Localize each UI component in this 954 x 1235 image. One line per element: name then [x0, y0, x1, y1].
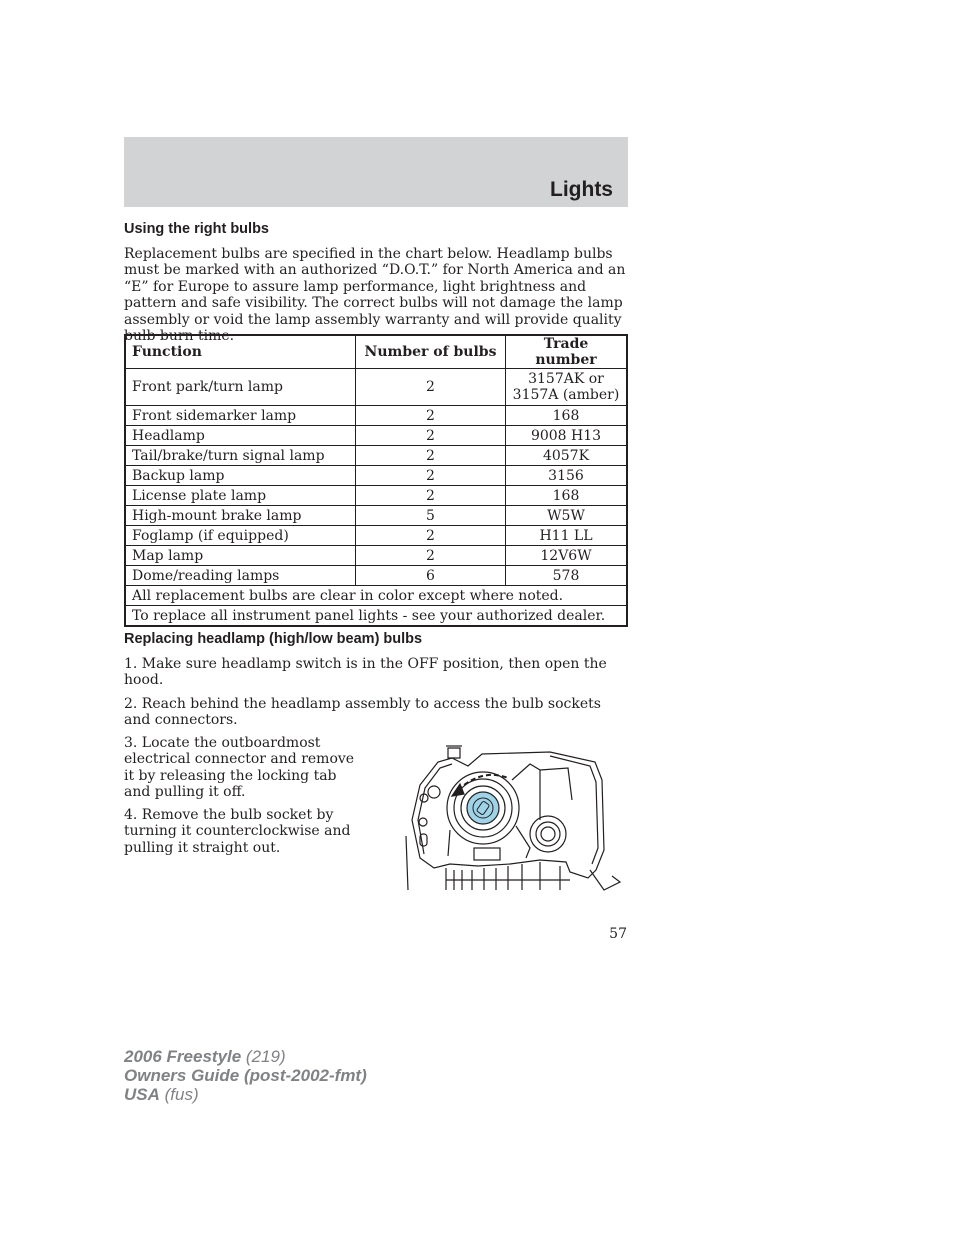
- cell-trade-line1: 3157AK or: [528, 371, 604, 387]
- table-row: [125, 466, 627, 486]
- cell-count: 6: [356, 566, 506, 586]
- cell-trade: H11 LL: [506, 526, 628, 546]
- table-header-row: [125, 335, 627, 369]
- intro-paragraph: Replacement bulbs are specified in the chart below. Headlamp bulbs must be marked with an authorized “D.O.T.” for North America and an “E” for Europe to assure lamp performance, light brightness and pattern and safe visibility. The correct bulbs will not damage the lamp assembly or void the lamp assembly warranty and will provide quality bulb burn time.: [124, 246, 626, 345]
- cell-trade: 9008 H13: [506, 426, 628, 446]
- table-row: [125, 486, 627, 506]
- table-row: [125, 506, 627, 526]
- cell-trade: 168: [506, 406, 628, 426]
- cell-trade: [506, 369, 628, 406]
- cell-function: Dome/reading lamps: [125, 566, 356, 586]
- footer-model-code: (219): [241, 1047, 286, 1066]
- footer-region-code: (fus): [159, 1085, 199, 1104]
- table-row: [125, 446, 627, 466]
- cell-function: Backup lamp: [125, 466, 356, 486]
- cell-function: High-mount brake lamp: [125, 506, 356, 526]
- footer-line-3: [124, 1085, 367, 1104]
- column-header-trade: Trade number: [506, 335, 628, 369]
- cell-trade: 4057K: [506, 446, 628, 466]
- page-title: Lights: [550, 178, 613, 201]
- cell-count: 2: [356, 446, 506, 466]
- footer-line-1: [124, 1047, 367, 1066]
- headlamp-assembly-illustration: [390, 740, 626, 896]
- footer: [124, 1047, 367, 1104]
- header-band: [124, 137, 628, 207]
- table-note: To replace all instrument panel lights - see your authorized dealer.: [125, 606, 627, 627]
- table-row: [125, 546, 627, 566]
- step-4: 4. Remove the bulb socket by turning it counterclockwise and pulling it straight out.: [124, 807, 351, 856]
- table-row: [125, 566, 627, 586]
- footer-model: 2006 Freestyle: [124, 1047, 242, 1066]
- table-row: [125, 426, 627, 446]
- cell-trade: W5W: [506, 506, 628, 526]
- section-heading-headlamp: Replacing headlamp (high/low beam) bulbs: [124, 631, 423, 647]
- page-number: 57: [609, 926, 627, 942]
- table-note-row: [125, 606, 627, 627]
- cell-trade: 168: [506, 486, 628, 506]
- bulb-table: [124, 334, 628, 627]
- cell-trade-line2: 3157A (amber): [512, 387, 620, 403]
- footer-guide: Owners Guide (post-2002-fmt): [124, 1066, 367, 1085]
- cell-count: 2: [356, 406, 506, 426]
- column-header-function: Function: [125, 335, 356, 369]
- cell-count: 2: [356, 466, 506, 486]
- footer-region: USA: [124, 1085, 160, 1104]
- cell-function: Front park/turn lamp: [125, 369, 356, 406]
- cell-count: 2: [356, 546, 506, 566]
- table-note: All replacement bulbs are clear in color except where noted.: [125, 586, 627, 606]
- section-heading-right-bulbs: Using the right bulbs: [124, 221, 269, 237]
- step-1: 1. Make sure headlamp switch is in the OFF position, then open the hood.: [124, 656, 607, 689]
- cell-trade: 3156: [506, 466, 628, 486]
- footer-line-2: [124, 1066, 367, 1085]
- cell-function: Foglamp (if equipped): [125, 526, 356, 546]
- cell-count: 2: [356, 526, 506, 546]
- step-2: 2. Reach behind the headlamp assembly to access the bulb sockets and connectors.: [124, 696, 601, 729]
- cell-count: 2: [356, 369, 506, 406]
- table-row: [125, 406, 627, 426]
- step-3: 3. Locate the outboardmost electrical connector and remove it by releasing the locking tab and pulling it off.: [124, 735, 355, 801]
- cell-count: 2: [356, 486, 506, 506]
- cell-trade: 578: [506, 566, 628, 586]
- table-note-row: [125, 586, 627, 606]
- cell-trade: 12V6W: [506, 546, 628, 566]
- cell-function: Front sidemarker lamp: [125, 406, 356, 426]
- cell-function: Headlamp: [125, 426, 356, 446]
- cell-function: Tail/brake/turn signal lamp: [125, 446, 356, 466]
- table-row: [125, 526, 627, 546]
- column-header-number: Number of bulbs: [356, 335, 506, 369]
- cell-count: 5: [356, 506, 506, 526]
- cell-function: Map lamp: [125, 546, 356, 566]
- cell-count: 2: [356, 426, 506, 446]
- table-row: [125, 369, 627, 406]
- cell-function: License plate lamp: [125, 486, 356, 506]
